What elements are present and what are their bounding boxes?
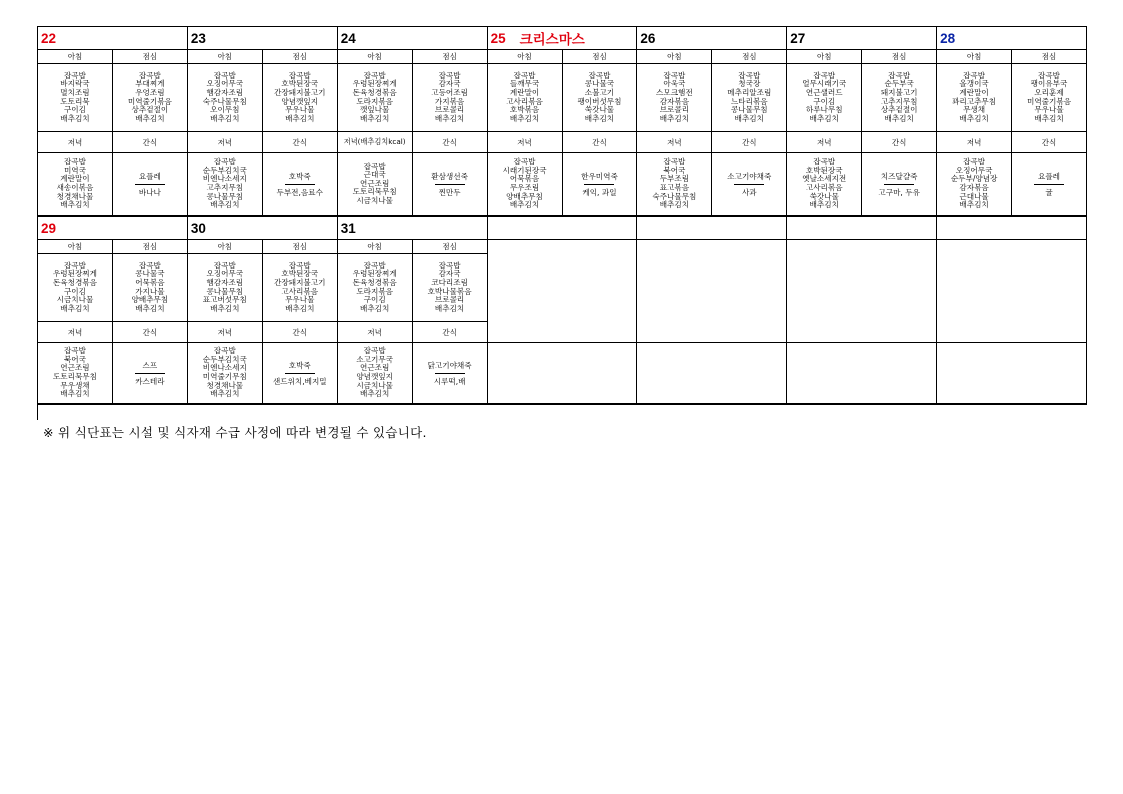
snack-divider <box>135 373 165 374</box>
snack-item: 소고기야채죽 <box>727 171 772 181</box>
lunch-menu: 잡곡밥 팽이유부국 오리훈제 미역줄기볶음 무우나물 배추김치 <box>1012 64 1087 132</box>
dinner-label: 저녁 <box>38 132 113 153</box>
footnote: ※ 위 식단표는 시설 및 식자재 수급 사정에 따라 변경될 수 있습니다. <box>43 425 427 440</box>
lunch-menu: 잡곡밥 감자국 코다리조림 호박나물볶음 브로콜리 배추김치 <box>413 254 488 322</box>
snack-label: 간식 <box>413 132 488 153</box>
snack-side-item: 샌드위치,베지밀 <box>272 376 327 386</box>
snack-menu <box>413 153 488 217</box>
day-header <box>338 217 488 240</box>
breakfast-label: 아침 <box>937 50 1012 64</box>
day-header <box>488 27 638 50</box>
empty-day-header <box>637 217 787 240</box>
snack-divider <box>435 373 465 374</box>
empty-day-cell <box>937 240 1087 343</box>
breakfast-menu: 잡곡밥 얼무시래기국 연근샐러드 구이김 하루나무침 배추김치 <box>787 64 862 132</box>
dinner-menu: 잡곡밥 순두부김치국 비엔나소세지 미역줄기무침 청경채나물 배추김치 <box>188 343 263 405</box>
empty-day-header <box>937 217 1087 240</box>
snack-item: 호박죽 <box>288 360 311 370</box>
lunch-menu: 잡곡밥 호박된장국 간장돼지불고기 고사리볶음 무우나물 배추김치 <box>263 254 338 322</box>
day-header <box>38 27 188 50</box>
snack-side-item: 찐만두 <box>438 187 461 197</box>
day-header <box>188 27 338 50</box>
empty-day-cell <box>787 343 937 405</box>
snack-label: 간식 <box>1012 132 1087 153</box>
dinner-label: 저녁 <box>338 322 413 343</box>
dinner-menu: 잡곡밥 근대국 연근조림 도토리묵무침 시금치나물 <box>338 153 413 217</box>
breakfast-menu: 잡곡밥 우렁된장찌게 돈육청경볶음 도라지볶음 구이김 배추김치 <box>338 254 413 322</box>
snack-divider <box>435 184 465 185</box>
snack-side-item: 사과 <box>741 187 757 197</box>
lunch-label: 점심 <box>712 50 787 64</box>
lunch-label: 점심 <box>113 240 188 254</box>
lunch-label: 점심 <box>113 50 188 64</box>
empty-day-header <box>787 217 937 240</box>
snack-menu <box>712 153 787 217</box>
snack-side-item: 바나나 <box>138 187 161 197</box>
date-number: 29 <box>41 220 57 236</box>
holiday-label: 크리스마스 <box>519 32 585 47</box>
snack-divider <box>285 373 315 374</box>
breakfast-label: 아침 <box>188 240 263 254</box>
lunch-menu: 잡곡밥 콩나물국 소불고기 팽이버섯무침 쑥갓나물 배추김치 <box>563 64 638 132</box>
lunch-label: 점심 <box>862 50 937 64</box>
lunch-label: 점심 <box>263 50 338 64</box>
breakfast-menu: 잡곡밥 우렁된장찌게 돈육청경볶음 구이김 시금치나물 배추김치 <box>38 254 113 322</box>
breakfast-menu: 잡곡밥 우렁된장찌게 돈육청경볶음 도라지볶음 깻잎나물 배추김치 <box>338 64 413 132</box>
empty-day-cell <box>488 343 638 405</box>
dinner-menu: 잡곡밥 시래기된장국 어묵볶음 무우조림 양배추무침 배추김치 <box>488 153 563 217</box>
lunch-label: 점심 <box>1012 50 1087 64</box>
snack-side-item: 시루떡,배 <box>433 376 466 386</box>
day-header <box>188 217 338 240</box>
snack-side-item: 두부전,음료수 <box>276 187 323 197</box>
date-number: 24 <box>340 30 356 46</box>
snack-item: 스프 <box>142 360 158 370</box>
breakfast-label: 아침 <box>188 50 263 64</box>
empty-day-cell <box>937 343 1087 405</box>
snack-item: 환삼생선죽 <box>431 171 468 181</box>
breakfast-menu: 잡곡밥 아욱국 스모크햄전 감자볶음 브로콜리 배추김치 <box>637 64 712 132</box>
snack-divider <box>884 184 914 185</box>
date-number: 23 <box>190 30 206 46</box>
date-number: 30 <box>190 220 206 236</box>
empty-day-header <box>488 217 638 240</box>
lunch-menu: 잡곡밥 순두부국 돼지불고기 고추지무침 상추겉절이 배추김치 <box>862 64 937 132</box>
breakfast-menu: 잡곡밥 오징어무국 햄감자조림 콩나물무침 표고버섯무침 배추김치 <box>188 254 263 322</box>
breakfast-label: 아침 <box>38 240 113 254</box>
date-number: 28 <box>940 30 956 46</box>
snack-item: 요플레 <box>138 171 161 181</box>
empty-day-cell <box>637 240 787 343</box>
snack-divider <box>285 184 315 185</box>
dinner-label: 저녁 <box>787 132 862 153</box>
breakfast-menu: 잡곡밥 바지락국 멸치조림 도토리묵 구이김 배추김치 <box>38 64 113 132</box>
snack-divider <box>135 184 165 185</box>
snack-menu <box>862 153 937 217</box>
snack-menu <box>1012 153 1087 217</box>
snack-label: 간식 <box>862 132 937 153</box>
breakfast-label: 아침 <box>488 50 563 64</box>
snack-menu <box>413 343 488 405</box>
snack-menu <box>263 343 338 405</box>
breakfast-menu: 잡곡밥 들깨무국 계란말이 고사리볶음 호박볶음 배추김치 <box>488 64 563 132</box>
day-header <box>787 27 937 50</box>
snack-label: 간식 <box>113 132 188 153</box>
snack-label: 간식 <box>712 132 787 153</box>
snack-divider <box>1034 184 1064 185</box>
breakfast-label: 아침 <box>787 50 862 64</box>
lunch-label: 점심 <box>263 240 338 254</box>
dinner-menu: 잡곡밥 북어국 두부조림 표고볶음 숙주나물무침 배추김치 <box>637 153 712 217</box>
lunch-menu: 잡곡밥 부대찌게 우엉조림 미역줄기볶음 상추겉절이 배추김치 <box>113 64 188 132</box>
snack-side-item: 귤 <box>1045 187 1053 197</box>
snack-label: 간식 <box>563 132 638 153</box>
date-number: 27 <box>790 30 806 46</box>
snack-menu <box>263 153 338 217</box>
empty-day-cell <box>637 343 787 405</box>
dinner-menu: 잡곡밥 호박된장국 옛날소세지전 고사리볶음 쑥갓나물 배추김치 <box>787 153 862 217</box>
snack-side-item: 카스테라 <box>135 376 165 386</box>
breakfast-label: 아침 <box>38 50 113 64</box>
dinner-menu: 잡곡밥 오징어무국 순두부/양념장 감자볶음 근대나물 배추김치 <box>937 153 1012 217</box>
snack-divider <box>584 184 614 185</box>
breakfast-label: 아침 <box>637 50 712 64</box>
empty-day-cell <box>488 240 638 343</box>
breakfast-label: 아침 <box>338 50 413 64</box>
meal-calendar <box>37 26 1087 420</box>
snack-menu <box>113 153 188 217</box>
day-header <box>38 217 188 240</box>
lunch-menu: 잡곡밥 청국장 메추리알조림 느타리볶음 콩나물무침 배추김치 <box>712 64 787 132</box>
snack-item: 닭고기야채죽 <box>427 360 472 370</box>
snack-label: 간식 <box>113 322 188 343</box>
snack-side-item: 고구마, 두유 <box>878 187 920 197</box>
lunch-label: 점심 <box>563 50 638 64</box>
lunch-menu: 잡곡밥 호박된장국 간장돼지불고기 양념깻잎지 무우나물 배추김치 <box>263 64 338 132</box>
dinner-menu: 잡곡밥 순두부김치국 비엔나소세지 고추지무침 콩나물무침 배추김치 <box>188 153 263 217</box>
snack-menu <box>563 153 638 217</box>
snack-label: 간식 <box>263 322 338 343</box>
breakfast-menu: 잡곡밥 오징어무국 햄감자조림 숙주나물무침 오이무침 배추김치 <box>188 64 263 132</box>
date-number: 25 <box>490 30 506 46</box>
lunch-menu: 잡곡밥 감자국 고등어조림 가지볶음 브로콜리 배추김치 <box>413 64 488 132</box>
lunch-label: 점심 <box>413 50 488 64</box>
dinner-menu: 잡곡밥 미역국 계란말이 새송이볶음 청경채나물 배추김치 <box>38 153 113 217</box>
dinner-label: 저녁 <box>188 132 263 153</box>
lunch-menu: 잡곡밥 콩나물국 어묵볶음 가지나물 양배추무침 배추김치 <box>113 254 188 322</box>
snack-item: 요플레 <box>1038 171 1061 181</box>
dinner-label: 저녁 <box>637 132 712 153</box>
day-header <box>637 27 787 50</box>
dinner-label: 저녁 <box>188 322 263 343</box>
snack-side-item: 케익, 과일 <box>582 187 617 197</box>
date-number: 26 <box>640 30 656 46</box>
snack-menu <box>113 343 188 405</box>
date-number: 22 <box>41 30 57 46</box>
breakfast-label: 아침 <box>338 240 413 254</box>
dinner-label: 저녁 <box>38 322 113 343</box>
snack-label: 간식 <box>263 132 338 153</box>
dinner-menu: 잡곡밥 소고기무국 연근조림 양념깻잎지 시금치나물 배추김치 <box>338 343 413 405</box>
day-header <box>338 27 488 50</box>
date-number: 31 <box>340 220 356 236</box>
day-header <box>937 27 1087 50</box>
empty-day-cell <box>787 240 937 343</box>
dinner-label: 저녁 <box>937 132 1012 153</box>
dinner-label: 저녁 <box>488 132 563 153</box>
snack-item: 호박죽 <box>288 171 311 181</box>
breakfast-menu: 잡곡밥 올갱이국 계란말이 꽈리고추무침 무생채 배추김치 <box>937 64 1012 132</box>
snack-item: 치즈달걀죽 <box>880 171 918 181</box>
dinner-menu: 잡곡밥 북어국 연근조림 도토리묵무침 무우생채 배추김치 <box>38 343 113 405</box>
snack-label: 간식 <box>413 322 488 343</box>
dinner-label: 저녁(배추김치kcal) <box>338 132 413 153</box>
snack-divider <box>734 184 764 185</box>
lunch-label: 점심 <box>413 240 488 254</box>
snack-item: 한우미역죽 <box>581 171 618 181</box>
